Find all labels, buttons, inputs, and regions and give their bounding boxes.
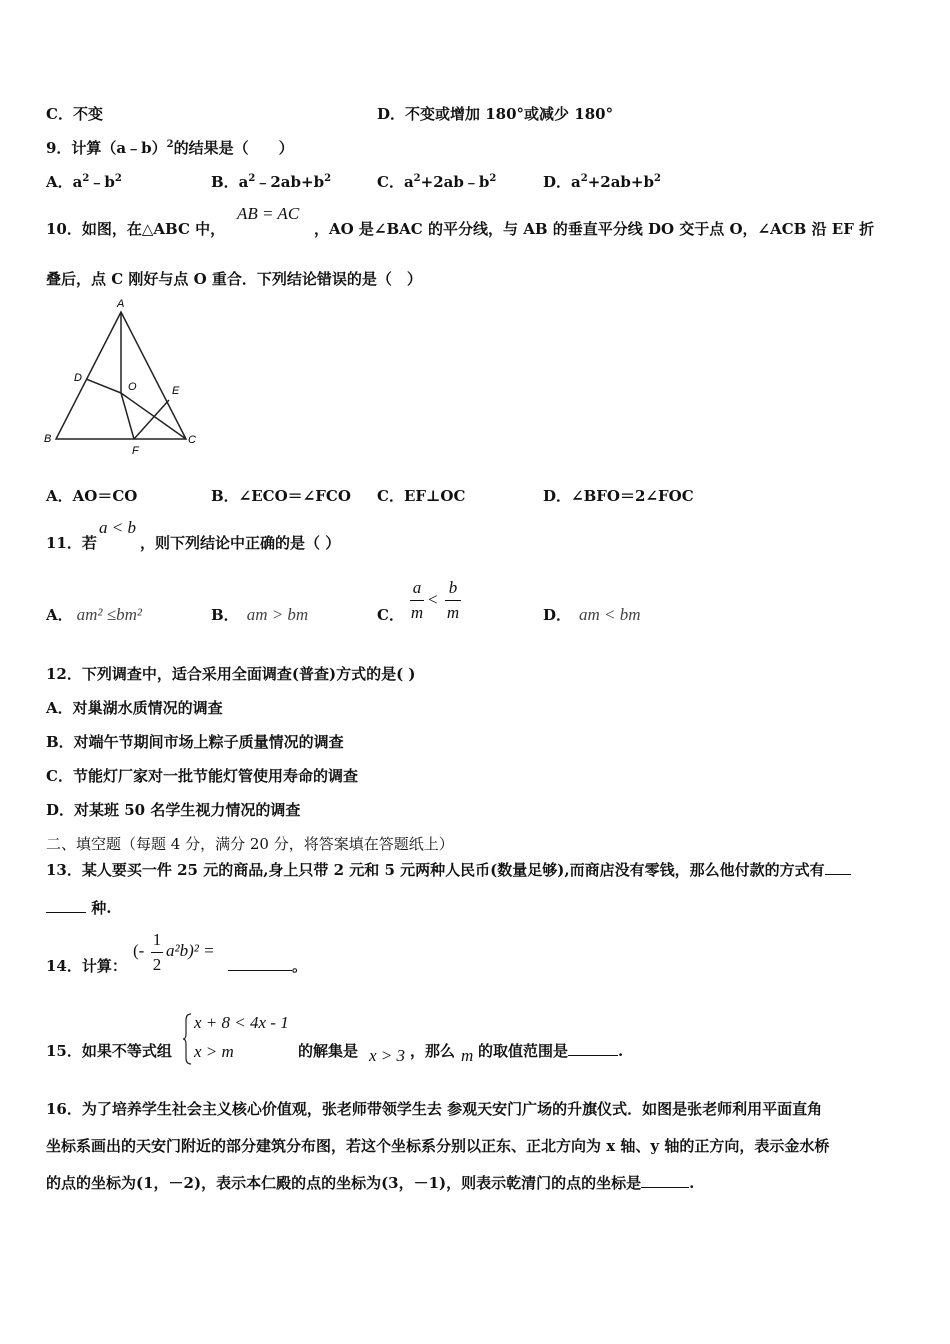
- q15-stem-then: ，那么: [410, 1042, 456, 1060]
- q11-option-d: [543, 604, 641, 625]
- q11-stem-start: 11．若: [46, 534, 97, 552]
- q11-b-label: B．: [211, 606, 239, 624]
- q9-stem-sup: 2: [166, 139, 174, 150]
- label-e: E: [172, 385, 180, 397]
- q9-option-d: [543, 171, 661, 192]
- label-o: O: [128, 381, 137, 393]
- answer-blank[interactable]: [568, 1041, 618, 1056]
- answer-blank[interactable]: [825, 860, 851, 875]
- q11-option-a: [46, 604, 142, 625]
- q14-math-rest: a²b)² =: [166, 941, 215, 960]
- q11-c-num1: a: [412, 578, 422, 597]
- fraction-bar: [445, 600, 461, 601]
- q10-option-b: B．∠ECO＝∠FCO: [211, 487, 351, 505]
- q14-math-open: (-: [133, 941, 145, 960]
- q11-b-math: am > bm: [246, 605, 309, 624]
- label-a: A: [117, 298, 125, 310]
- q9-stem-end: 的结果是（ ）: [173, 139, 294, 157]
- q10-option-c: C．EF⊥OC: [377, 487, 466, 505]
- q15-math-m: m: [461, 1046, 474, 1065]
- q15-inequality-1: x + 8 < 4x - 1: [194, 1013, 289, 1032]
- q9-c-rest: +2ab﹣b: [420, 173, 490, 191]
- q12-option-b: B．对端午节期间市场上粽子质量情况的调查: [46, 733, 344, 751]
- q10-stem-line2: 叠后，点 C 刚好与点 O 重合．下列结论错误的是（ ）: [46, 270, 422, 288]
- q9-option-b: [211, 171, 331, 192]
- q13-stem-text: 13．某人要买一件 25 元的商品,身上只带 2 元和 5 元两种人民币(数量足够),而商店没有零钱，那么他付款的方式有: [46, 861, 825, 879]
- answer-blank[interactable]: [46, 898, 86, 913]
- q11-c-num2: b: [448, 578, 458, 597]
- q11-d-label: D．: [543, 606, 572, 624]
- q16-line3-text: 的点的坐标为(1，－2)，表示本仁殿的点的坐标为(3，－1)，则表示乾清门的点的坐标是: [46, 1174, 642, 1192]
- q9-a-sup: 2: [82, 173, 90, 184]
- q13-stem-line1: [46, 859, 851, 880]
- segment-of: [121, 393, 134, 439]
- q15-stem-mid: 的解集是: [298, 1042, 359, 1060]
- q10-option-a: A．AO＝CO: [46, 487, 138, 505]
- q9-d-sup2: 2: [653, 173, 661, 184]
- triangle-figure: [40, 292, 210, 462]
- q14-den: 2: [152, 955, 162, 974]
- q15-end: .: [618, 1042, 624, 1060]
- q9-d-rest: +2ab+b: [587, 173, 654, 191]
- q13-stem-end: 种.: [91, 899, 112, 917]
- q15-stem-start: 15．如果不等式组: [46, 1042, 172, 1060]
- q11-d-math: am < bm: [579, 605, 641, 624]
- q9-b-sup2: 2: [324, 173, 332, 184]
- q11-c-less-than: <: [428, 590, 438, 609]
- q9-d-sup: 2: [580, 173, 588, 184]
- q15-inequality-2: x > m: [194, 1042, 234, 1061]
- q11-option-c-label: C．: [377, 606, 404, 624]
- q13-stem-line2: [46, 897, 111, 918]
- q11-c-den2: m: [446, 603, 460, 622]
- q16-line1: 16．为了培养学生社会主义核心价值观，张老师带领学生去 参观天安门广场的升旗仪式．如图是张老师利用平面直角: [46, 1100, 823, 1118]
- q11-c-fraction-2: [445, 578, 461, 624]
- label-d: D: [74, 372, 82, 384]
- segment-oc: [121, 393, 186, 439]
- q12-stem: 12．下列调查中，适合采用全面调查(普查)方式的是( ): [46, 665, 416, 683]
- q15-math-solution: x > 3: [369, 1046, 406, 1065]
- q9-stem-text: 9．计算（a﹣b）: [46, 139, 167, 157]
- q15-stem-range: 的取值范围是: [478, 1042, 569, 1060]
- q14-end: 。: [292, 957, 308, 975]
- q16-line2: 坐标系画出的天安门附近的部分建筑分布图，若这个坐标系分别以正东、正北方向为 x 轴、y 轴的正方向，表示金水桥: [46, 1137, 830, 1155]
- q9-b-text: B．a: [211, 173, 249, 191]
- q9-b-sup: 2: [248, 173, 256, 184]
- q9-c-sup: 2: [413, 173, 421, 184]
- q12-option-c: C．节能灯厂家对一批节能灯管使用寿命的调查: [46, 767, 358, 785]
- q16-end: .: [689, 1174, 695, 1192]
- label-c: C: [188, 434, 196, 446]
- q9-b-rest: ﹣2ab+b: [255, 173, 325, 191]
- q9-c-sup2: 2: [489, 173, 497, 184]
- q9-stem: [46, 137, 294, 158]
- fraction-bar: [410, 600, 424, 601]
- label-f: F: [132, 445, 139, 457]
- q10-stem-rest: ，AO 是∠BAC 的平分线，与 AB 的垂直平分线 DO 交于点 O，∠ACB 沿 EF 折: [314, 220, 875, 238]
- q14-stem: 14．计算：: [46, 957, 127, 975]
- q9-a-sup2: 2: [114, 173, 122, 184]
- q9-c-text: C．a: [377, 173, 414, 191]
- fraction-bar: [151, 952, 163, 953]
- q11-math-a-lt-b: a < b: [99, 518, 136, 537]
- q10-stem-start: 10．如图，在△ABC 中，: [46, 220, 226, 238]
- q14-answer: [228, 955, 307, 976]
- segment-do: [86, 379, 121, 393]
- q11-a-math: am² ≤bm²: [76, 605, 142, 624]
- q9-d-text: D．a: [543, 173, 581, 191]
- q11-option-b: [211, 604, 308, 625]
- brace-icon: [182, 1012, 192, 1066]
- q11-c-den1: m: [410, 603, 424, 622]
- q8-option-d: D．不变或增加 180°或减少 180°: [377, 105, 614, 123]
- q9-a-text: A．a: [46, 173, 83, 191]
- answer-blank[interactable]: [641, 1173, 689, 1188]
- q12-option-a: A．对巢湖水质情况的调查: [46, 699, 223, 717]
- q9-option-a: [46, 171, 122, 192]
- q8-option-c: C．不变: [46, 105, 103, 123]
- q10-stem-line1: [46, 218, 225, 239]
- q10-option-d: D．∠BFO＝2∠FOC: [543, 487, 694, 505]
- q11-a-label: A．: [46, 606, 73, 624]
- q9-option-c: [377, 171, 496, 192]
- q12-option-d: D．对某班 50 名学生视力情况的调查: [46, 801, 301, 819]
- q16-line3: [46, 1172, 694, 1193]
- q14-num: 1: [152, 930, 162, 949]
- q11-stem-rest: ，则下列结论中正确的是（ ）: [140, 534, 341, 552]
- q11-c-fraction-1: [410, 578, 424, 624]
- label-b: B: [44, 433, 52, 445]
- q9-a-rest: ﹣b: [89, 173, 115, 191]
- answer-blank[interactable]: [228, 956, 292, 971]
- q15-stem-end: [478, 1040, 623, 1061]
- section-heading: 二、填空题（每题 4 分，满分 20 分，将答案填在答题纸上）: [46, 835, 454, 853]
- q14-fraction: [151, 930, 163, 976]
- q10-math-ab-ac: AB = AC: [237, 204, 300, 223]
